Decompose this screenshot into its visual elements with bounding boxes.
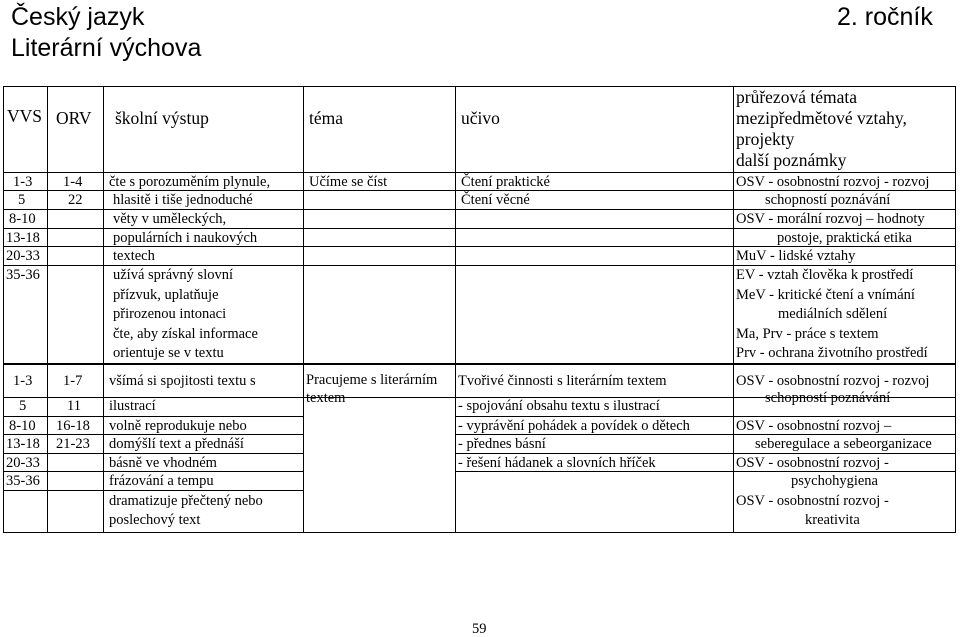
- b2-orv-1: 1-7: [63, 373, 83, 389]
- b1-output-10: orientuje se v textu: [113, 345, 224, 361]
- b2-curriculum-5: - řešení hádanek a slovních hříček: [458, 455, 656, 471]
- b2-cross-5: OSV - osobnostní rozvoj -: [736, 455, 889, 471]
- b1-cross-9: Ma, Prv - práce s textem: [736, 326, 879, 342]
- b2-output-4: domýšlí text a přednáší: [109, 436, 244, 452]
- b1-vvs-2: 5: [18, 192, 26, 208]
- b2-curriculum-4: - přednes básní: [458, 436, 546, 452]
- b1-output-2: hlasitě i tiše jednoduché: [113, 192, 253, 208]
- grade-title: 2. ročník: [837, 3, 933, 31]
- b1-output-3: věty v uměleckých,: [113, 211, 227, 227]
- page-number: 59: [472, 621, 487, 637]
- b1-cross-3: OSV - morální rozvoj – hodnoty: [736, 211, 925, 227]
- b1-curriculum-2: Čtení věcné: [461, 192, 530, 208]
- col-header-vvs: VVS: [7, 106, 43, 126]
- subject-title: Český jazyk: [11, 3, 145, 31]
- b2-cross-7: OSV - osobnostní rozvoj -: [736, 493, 889, 509]
- b1-cross-2: schopností poznávání: [765, 192, 891, 208]
- b1-cross-6: EV - vztah člověka k prostředí: [736, 267, 914, 283]
- b1-output-5: textech: [113, 248, 155, 264]
- b1-cross-7: MeV - kritické čtení a vnímání: [736, 287, 915, 303]
- b2-cross-1: OSV - osobnostní rozvoj - rozvoj: [736, 373, 930, 389]
- b1-vvs-5: 20-33: [6, 248, 40, 264]
- b2-vvs-6: 35-36: [6, 473, 40, 489]
- col-header-topic: téma: [309, 108, 344, 128]
- col-header-output: školní výstup: [115, 108, 209, 128]
- b1-vvs-6: 35-36: [6, 267, 40, 283]
- b1-cross-5: MuV - lidské vztahy: [736, 248, 856, 264]
- b1-output-6: užívá správný slovní: [113, 267, 234, 283]
- b2-cross-2: schopností poznávání: [765, 390, 891, 406]
- col-header-cross-1: průřezová témata: [736, 87, 857, 107]
- b2-vvs-1: 1-3: [13, 373, 33, 389]
- b2-orv-2: 11: [67, 398, 81, 414]
- b2-topic-2: textem: [306, 390, 346, 406]
- b1-cross-1: OSV - osobnostní rozvoj - rozvoj: [736, 174, 930, 190]
- b2-curriculum-1: Tvořivé činnosti s literárním textem: [458, 373, 667, 389]
- b2-vvs-5: 20-33: [6, 455, 40, 471]
- col-header-orv: ORV: [56, 108, 92, 128]
- b1-topic-1: Učíme se číst: [309, 174, 388, 190]
- b1-output-9: čte, aby získal informace: [113, 326, 258, 342]
- col-header-curriculum: učivo: [461, 108, 500, 128]
- section-title: Literární výchova: [11, 34, 202, 62]
- b2-curriculum-2: - spojování obsahu textu s ilustrací: [458, 398, 660, 414]
- b1-output-8: přirozenou intonaci: [113, 306, 227, 322]
- b2-output-3: volně reprodukuje nebo: [109, 418, 247, 434]
- b2-orv-3: 16-18: [56, 418, 90, 434]
- col-header-cross-2: mezipředmětové vztahy,: [736, 108, 907, 128]
- b1-vvs-3: 8-10: [9, 211, 36, 227]
- col-header-cross-4: další poznámky: [736, 150, 847, 170]
- b2-cross-6: psychohygiena: [791, 473, 878, 489]
- b2-vvs-2: 5: [19, 398, 27, 414]
- b1-output-7: přízvuk, uplatňuje: [113, 287, 219, 303]
- b2-vvs-4: 13-18: [6, 436, 40, 452]
- b2-vvs-3: 8-10: [9, 418, 36, 434]
- b1-cross-8: mediálních sdělení: [778, 306, 888, 322]
- b1-output-1: čte s porozuměním plynule,: [109, 174, 271, 190]
- b2-cross-4: seberegulace a sebeorganizace: [755, 436, 932, 452]
- b1-vvs-1: 1-3: [13, 174, 33, 190]
- b1-vvs-4: 13-18: [6, 230, 40, 246]
- b2-topic-1: Pracujeme s literárním: [306, 372, 438, 388]
- b2-cross-8: kreativita: [805, 512, 860, 528]
- b2-output-7: dramatizuje přečtený nebo: [109, 493, 263, 509]
- b1-orv-2: 22: [68, 192, 83, 208]
- b1-cross-10: Prv - ochrana životního prostředí: [736, 345, 928, 361]
- b2-orv-4: 21-23: [56, 436, 90, 452]
- b2-output-5: básně ve vhodném: [109, 455, 217, 471]
- col-header-cross-3: projekty: [736, 129, 795, 149]
- b2-output-1: všímá si spojitosti textu s: [109, 373, 256, 389]
- b2-output-8: poslechový text: [109, 512, 201, 528]
- b1-curriculum-1: Čtení praktické: [461, 174, 550, 190]
- b2-cross-3: OSV - osobnostní rozvoj –: [736, 418, 892, 434]
- b2-output-6: frázování a tempu: [109, 473, 214, 489]
- b2-output-2: ilustrací: [109, 398, 156, 414]
- b1-cross-4: postoje, praktická etika: [777, 230, 912, 246]
- b1-orv-1: 1-4: [63, 174, 83, 190]
- b2-curriculum-3: - vyprávění pohádek a povídek o dětech: [458, 418, 690, 434]
- b1-output-4: populárních i naukových: [113, 230, 258, 246]
